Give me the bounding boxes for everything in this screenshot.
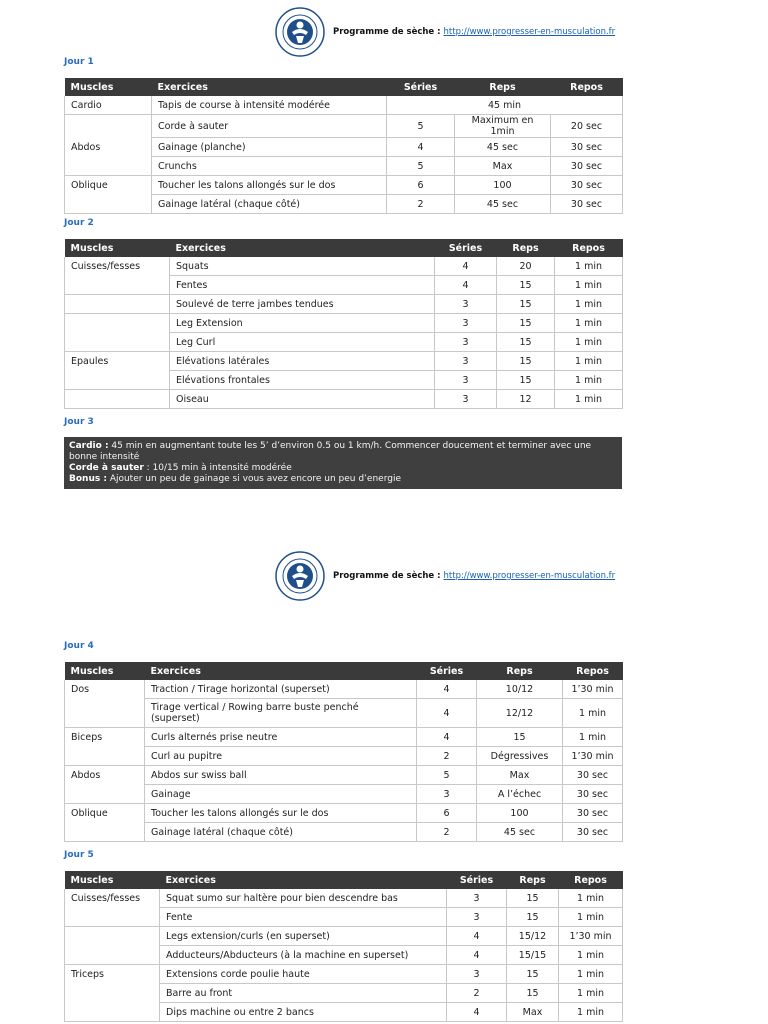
series-cell: 3 (435, 333, 497, 352)
reps-cell: 15 (507, 889, 559, 908)
table-row (65, 785, 623, 804)
muscle-cell: Abdos (65, 138, 152, 157)
muscle-cell (65, 908, 160, 927)
bonus-text: Ajouter un peu de gainage si vous avez encore un peu d’energie (106, 474, 401, 484)
col-header-reps: Reps (455, 78, 551, 96)
rest-cell: 30 sec (551, 195, 623, 214)
header-text (333, 27, 615, 37)
col-header-muscles: Muscles (65, 78, 152, 96)
reps-cell: 15/12 (507, 927, 559, 946)
muscle-cell (65, 333, 170, 352)
series-cell: 4 (447, 927, 507, 946)
exercise-cell: Curl au pupitre (145, 747, 417, 766)
merged-duration-cell: 45 min (387, 96, 623, 115)
exercise-cell: Curls alternés prise neutre (145, 728, 417, 747)
col-header-series: Séries (387, 78, 455, 96)
reps-cell: Max (477, 766, 563, 785)
muscle-cell: Abdos (65, 766, 145, 785)
reps-cell: 15 (477, 728, 563, 747)
exercise-cell: Soulevé de terre jambes tendues (170, 295, 435, 314)
rest-cell: 30 sec (563, 785, 623, 804)
exercise-cell: Gainage (planche) (152, 138, 387, 157)
bonus-line (69, 474, 617, 485)
series-cell: 3 (447, 965, 507, 984)
table-row (65, 138, 623, 157)
header-link[interactable]: http://www.progresser-en-musculation.fr (443, 571, 616, 581)
muscle-cell (65, 371, 170, 390)
series-cell: 2 (387, 195, 455, 214)
reps-cell: 15 (497, 276, 555, 295)
table-row (65, 804, 623, 823)
corde-text: : 10/15 min à intensité modérée (143, 463, 292, 473)
rest-cell: 30 sec (563, 823, 623, 842)
table-row (65, 157, 623, 176)
series-cell: 4 (417, 728, 477, 747)
reps-cell: 10/12 (477, 680, 563, 699)
table-row (65, 390, 623, 409)
page-header-2 (275, 548, 616, 604)
col-header-rest: Repos (551, 78, 623, 96)
exercise-cell: Leg Extension (170, 314, 435, 333)
col-header-muscles: Muscles (65, 239, 170, 257)
table-row (65, 276, 623, 295)
site-logo-icon (275, 551, 325, 601)
muscle-cell: Cardio (65, 96, 152, 115)
series-cell: 6 (387, 176, 455, 195)
rest-cell: 1 min (555, 371, 623, 390)
table-row (65, 680, 623, 699)
col-header-reps: Reps (477, 662, 563, 680)
series-cell: 3 (447, 908, 507, 927)
rest-cell: 1 min (555, 333, 623, 352)
rest-cell: 1 min (555, 390, 623, 409)
reps-cell: 12/12 (477, 699, 563, 728)
reps-cell: 15 (507, 965, 559, 984)
reps-cell: 45 sec (455, 195, 551, 214)
exercise-cell: Adducteurs/Abducteurs (à la machine en superset) (160, 946, 447, 965)
series-cell: 3 (447, 889, 507, 908)
table-row (65, 699, 623, 728)
day-3-cardio-box (64, 437, 622, 489)
reps-cell: 15 (497, 352, 555, 371)
rest-cell: 1 min (559, 889, 623, 908)
col-header-exercises: Exercices (152, 78, 387, 96)
series-cell: 2 (417, 823, 477, 842)
series-cell: 4 (387, 138, 455, 157)
header-label: Programme de sèche : (333, 571, 444, 581)
reps-cell: Max (507, 1003, 559, 1022)
rest-cell: 1 min (563, 728, 623, 747)
exercise-cell: Crunchs (152, 157, 387, 176)
rest-cell: 1 min (555, 295, 623, 314)
day-title-5: Jour 5 (64, 850, 94, 860)
muscle-cell (65, 314, 170, 333)
exercise-cell: Barre au front (160, 984, 447, 1003)
muscle-cell: Cuisses/fesses (65, 257, 170, 276)
page-header-1 (275, 4, 616, 60)
table-row (65, 1003, 623, 1022)
col-header-exercises: Exercices (170, 239, 435, 257)
exercise-cell: Traction / Tirage horizontal (superset) (145, 680, 417, 699)
exercise-cell: Toucher les talons allongés sur le dos (145, 804, 417, 823)
reps-cell: 100 (477, 804, 563, 823)
col-header-series: Séries (447, 871, 507, 889)
exercise-cell: Gainage latéral (chaque côté) (145, 823, 417, 842)
rest-cell: 30 sec (551, 138, 623, 157)
exercise-cell: Gainage latéral (chaque côté) (152, 195, 387, 214)
col-header-muscles: Muscles (65, 871, 160, 889)
rest-cell: 1’30 min (563, 680, 623, 699)
series-cell: 3 (435, 295, 497, 314)
table-header-row (65, 239, 623, 257)
rest-cell: 1 min (555, 314, 623, 333)
muscle-cell (65, 295, 170, 314)
exercise-cell: Extensions corde poulie haute (160, 965, 447, 984)
table-header-row (65, 662, 623, 680)
rest-cell: 1’30 min (563, 747, 623, 766)
rest-cell: 30 sec (563, 766, 623, 785)
table-row (65, 984, 623, 1003)
muscle-cell: Cuisses/fesses (65, 889, 160, 908)
rest-cell: 1’30 min (559, 927, 623, 946)
table-row (65, 946, 623, 965)
header-link[interactable]: http://www.progresser-en-musculation.fr (443, 27, 616, 37)
reps-cell: 15 (497, 295, 555, 314)
col-header-rest: Repos (559, 871, 623, 889)
muscle-cell: Epaules (65, 352, 170, 371)
table-row (65, 195, 623, 214)
series-cell: 3 (417, 785, 477, 804)
corde-label: Corde à sauter (69, 463, 144, 473)
workout-table-day-5 (64, 871, 623, 1022)
series-cell: 3 (435, 390, 497, 409)
col-header-reps: Reps (507, 871, 559, 889)
muscle-cell (65, 195, 152, 214)
exercise-cell: Leg Curl (170, 333, 435, 352)
series-cell: 3 (435, 352, 497, 371)
table-header-row (65, 78, 623, 96)
rest-cell: 1 min (555, 352, 623, 371)
exercise-cell: Fentes (170, 276, 435, 295)
exercise-cell: Elévations latérales (170, 352, 435, 371)
table-row (65, 257, 623, 276)
series-cell: 4 (435, 276, 497, 295)
series-cell: 4 (435, 257, 497, 276)
reps-cell: A l’échec (477, 785, 563, 804)
workout-table-day-1 (64, 78, 623, 214)
muscle-cell (65, 1003, 160, 1022)
reps-cell: Max (455, 157, 551, 176)
table-row (65, 728, 623, 747)
exercise-cell: Toucher les talons allongés sur le dos (152, 176, 387, 195)
reps-cell: 100 (455, 176, 551, 195)
reps-cell: 15/15 (507, 946, 559, 965)
exercise-cell: Corde à sauter (152, 115, 387, 138)
rest-cell: 1 min (559, 908, 623, 927)
rest-cell: 30 sec (563, 804, 623, 823)
muscle-cell (65, 946, 160, 965)
table-header-row (65, 871, 623, 889)
table-row (65, 176, 623, 195)
cardio-text: 45 min en augmentant toute les 5’ d’environ 0.5 ou 1 km/h. Commencer doucement et terminer avec une bonne intensité (69, 441, 592, 462)
exercise-cell: Legs extension/curls (en superset) (160, 927, 447, 946)
exercise-cell: Squats (170, 257, 435, 276)
rest-cell: 1 min (559, 946, 623, 965)
table-row (65, 889, 623, 908)
col-header-exercises: Exercices (160, 871, 447, 889)
workout-table-day-4 (64, 662, 623, 842)
series-cell: 4 (417, 680, 477, 699)
day-title-1: Jour 1 (64, 57, 94, 67)
table-row (65, 314, 623, 333)
col-header-exercises: Exercices (145, 662, 417, 680)
table-row (65, 747, 623, 766)
reps-cell: 15 (507, 908, 559, 927)
rest-cell: 30 sec (551, 157, 623, 176)
table-row (65, 295, 623, 314)
series-cell: 2 (417, 747, 477, 766)
bonus-label: Bonus : (69, 474, 107, 484)
reps-cell: 15 (507, 984, 559, 1003)
muscle-cell: Oblique (65, 176, 152, 195)
header-text (333, 571, 615, 581)
series-cell: 5 (387, 157, 455, 176)
site-logo-icon (275, 7, 325, 57)
col-header-rest: Repos (555, 239, 623, 257)
muscle-cell (65, 699, 145, 728)
reps-cell: 45 sec (477, 823, 563, 842)
workout-table-day-2 (64, 239, 623, 409)
header-label: Programme de sèche : (333, 27, 444, 37)
series-cell: 6 (417, 804, 477, 823)
reps-cell: 45 sec (455, 138, 551, 157)
col-header-muscles: Muscles (65, 662, 145, 680)
exercise-cell: Fente (160, 908, 447, 927)
table-row (65, 927, 623, 946)
rest-cell: 1 min (559, 965, 623, 984)
day-title-4: Jour 4 (64, 641, 94, 651)
exercise-cell: Squat sumo sur haltère pour bien descendre bas (160, 889, 447, 908)
muscle-cell (65, 785, 145, 804)
muscle-cell (65, 984, 160, 1003)
table-row (65, 115, 623, 138)
table-row (65, 371, 623, 390)
corde-line (69, 463, 617, 474)
reps-cell: 12 (497, 390, 555, 409)
muscle-cell (65, 390, 170, 409)
muscle-cell (65, 747, 145, 766)
cardio-label: Cardio : (69, 441, 109, 451)
rest-cell: 1 min (563, 699, 623, 728)
col-header-rest: Repos (563, 662, 623, 680)
exercise-cell: Oiseau (170, 390, 435, 409)
rest-cell: 30 sec (551, 176, 623, 195)
muscle-cell (65, 115, 152, 138)
day-title-3: Jour 3 (64, 417, 94, 427)
table-row (65, 96, 623, 115)
rest-cell: 20 sec (551, 115, 623, 138)
col-header-series: Séries (435, 239, 497, 257)
exercise-cell: Tapis de course à intensité modérée (152, 96, 387, 115)
exercise-cell: Tirage vertical / Rowing barre buste penché (superset) (145, 699, 417, 728)
col-header-series: Séries (417, 662, 477, 680)
rest-cell: 1 min (559, 984, 623, 1003)
table-row (65, 908, 623, 927)
muscle-cell (65, 157, 152, 176)
col-header-reps: Reps (497, 239, 555, 257)
rest-cell: 1 min (555, 276, 623, 295)
rest-cell: 1 min (559, 1003, 623, 1022)
exercise-cell: Gainage (145, 785, 417, 804)
exercise-cell: Dips machine ou entre 2 bancs (160, 1003, 447, 1022)
table-row (65, 766, 623, 785)
rest-cell: 1 min (555, 257, 623, 276)
series-cell: 3 (435, 314, 497, 333)
muscle-cell: Biceps (65, 728, 145, 747)
series-cell: 4 (447, 1003, 507, 1022)
cardio-line (69, 441, 617, 463)
muscle-cell (65, 823, 145, 842)
muscle-cell: Oblique (65, 804, 145, 823)
reps-cell: Maximum en 1min (455, 115, 551, 138)
series-cell: 3 (435, 371, 497, 390)
muscle-cell: Dos (65, 680, 145, 699)
table-row (65, 333, 623, 352)
series-cell: 4 (417, 699, 477, 728)
table-row (65, 965, 623, 984)
muscle-cell (65, 927, 160, 946)
series-cell: 5 (387, 115, 455, 138)
exercise-cell: Abdos sur swiss ball (145, 766, 417, 785)
day-title-2: Jour 2 (64, 218, 94, 228)
series-cell: 2 (447, 984, 507, 1003)
reps-cell: 15 (497, 371, 555, 390)
reps-cell: 15 (497, 333, 555, 352)
reps-cell: 15 (497, 314, 555, 333)
series-cell: 5 (417, 766, 477, 785)
table-row (65, 823, 623, 842)
series-cell: 4 (447, 946, 507, 965)
reps-cell: Dégressives (477, 747, 563, 766)
table-row (65, 352, 623, 371)
muscle-cell (65, 276, 170, 295)
reps-cell: 20 (497, 257, 555, 276)
exercise-cell: Elévations frontales (170, 371, 435, 390)
muscle-cell: Triceps (65, 965, 160, 984)
